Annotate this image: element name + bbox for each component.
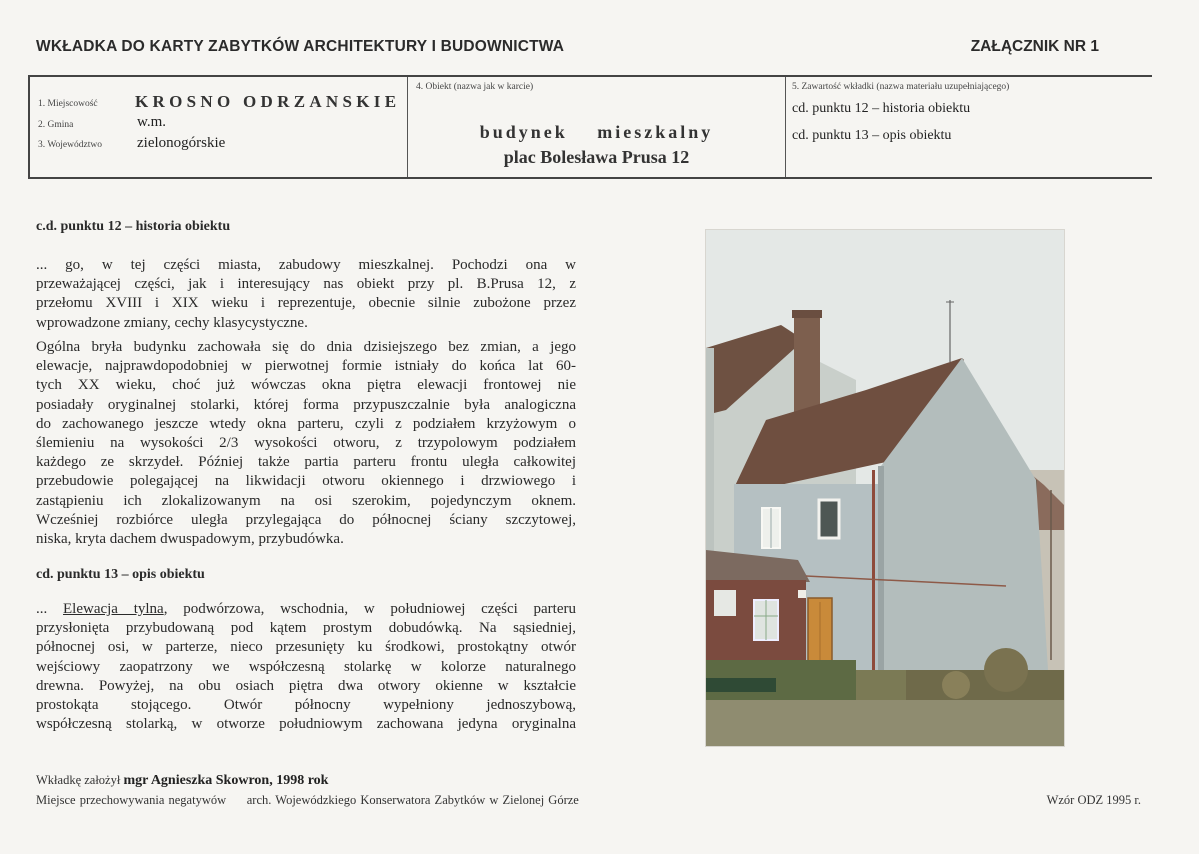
text-line: elewacje, najprawdopodobniej w pierwotnej formie istniały do końca lat 60- — [36, 358, 576, 375]
storage-line — [36, 793, 579, 808]
text-line: przysłonięta przybudowaną pod kątem prostym dobudówką. Na sąsiedniej, — [36, 620, 576, 637]
author-label: Wkładkę założył — [36, 773, 121, 787]
text-line: Ogólna bryła budynku zachowała się do dnia dzisiejszego bez zmian, a jego — [36, 339, 576, 355]
text-line: prostokąta stojącego. Otwór północny wypełniony jednoszybową, — [36, 697, 576, 714]
contents-item: cd. punktu 13 – opis obiektu — [792, 128, 952, 143]
building-photo-drawing — [706, 230, 1064, 746]
object-address: plac Bolesława Prusa 12 — [503, 147, 690, 167]
divider — [785, 77, 786, 177]
text-line: przeważającej części, jak i interesujący nas obiekt przy pl. B.Prusa 12, z — [36, 276, 576, 293]
underlined-term: Elewacja tylna — [63, 601, 164, 617]
text-line: wejściowy zaopatrzony we współczesną stolarkę w kolorze naturalnego — [36, 658, 576, 675]
contents-item: cd. punktu 12 – historia obiektu — [792, 101, 971, 116]
text-line: przełomu XVIII i XIX wieku i reprezentuje, obecnie silnie zubożone przez — [36, 295, 576, 312]
text-line: każdego ze skrzydeł. Później także partia parteru frontu uległa całkowitej — [36, 454, 576, 471]
section-12-heading: c.d. punktu 12 – historia obiektu — [36, 219, 231, 234]
contents-label: 5. Zawartość wkładki (nazwa materiału uzupełniającego) — [792, 82, 1010, 92]
attachment-number: ZAŁĄCZNIK NR 1 — [970, 38, 1099, 55]
text-line — [36, 600, 576, 619]
form-template-id: Wzór ODZ 1995 r. — [1046, 793, 1141, 807]
author-name: mgr Agnieszka Skowron, 1998 rok — [123, 773, 329, 788]
text-line: ślemieniu na wysokości 2/3 wysokości otworu, z trzypolowym podziałem — [36, 435, 576, 452]
building-photo — [705, 229, 1065, 747]
text-line: północnej osi, w parterze, nieco przesunięty ku środkowi, prostokątny otwór — [36, 639, 576, 656]
text-line: współczesną stolarką, w otworze południowym zachowana jedyna oryginalna — [36, 716, 576, 733]
object-name: budynek mieszkalny — [479, 122, 714, 142]
text-line: zastąpieniu ich zlokalizowanym na osi szerokim, pojedynczym oknem. — [36, 492, 576, 509]
storage-value: arch. Wojewódzkiego Konserwatora Zabytków w Zielonej Górze — [246, 793, 579, 807]
object-label: 4. Obiekt (nazwa jak w karcie) — [416, 82, 534, 92]
storage-label: Miejsce przechowywania negatywów — [36, 793, 227, 807]
text-line: wprowadzone zmiany, cechy klasycystyczne. — [36, 314, 308, 331]
ellipsis: ... — [36, 601, 63, 617]
miejscowosc-value: KROSNO ODRZANSKIE — [135, 92, 401, 111]
history-paragraph-1 — [36, 256, 576, 333]
form-title: WKŁADKA DO KARTY ZABYTKÓW ARCHITEKTURY I BUDOWNICTWA — [36, 38, 565, 55]
gmina-value: w.m. — [137, 114, 167, 130]
history-paragraph-2 — [36, 338, 576, 549]
author-line — [36, 773, 328, 789]
text-line: Wcześniej rozbiórce uległa przylegająca do północnej ściany szczytowej, — [36, 511, 576, 528]
text-line: tych XX wieku, choć już wówczas okna piętra elewacji frontowej nie — [36, 377, 576, 394]
text-fragment: , podwórzowa, wschodnia, w południowej części parteru — [163, 601, 576, 617]
text-line: ... go, w tej części miasta, zabudowy mieszkalnej. Pochodzi ona w — [36, 257, 576, 273]
gmina-label: 2. Gmina — [38, 120, 74, 130]
text-line: przebudowie polegającej na likwidacji otworu okiennego i drzwiowego i — [36, 473, 576, 490]
header-table — [28, 75, 1152, 179]
wojewodztwo-value: zielonogórskie — [137, 135, 226, 151]
miejscowosc-label: 1. Miejscowość — [38, 99, 98, 109]
section-13-heading: cd. punktu 13 – opis obiektu — [36, 567, 205, 582]
text-line: drewna. Powyżej, na obu osiach piętra dwa otwory okienne w kształcie — [36, 677, 576, 694]
text-line: niska, kryta dachem dwuspadowym, przybudówka. — [36, 531, 344, 548]
text-line: posiadały oryginalnej stolarki, której forma przypuszczalnie była analogiczna — [36, 396, 576, 413]
text-line: do zachowanego jeszcze wtedy okna parteru, czyli z podziałem krzyżowym o — [36, 415, 576, 432]
description-paragraph — [36, 600, 576, 740]
wojewodztwo-label: 3. Województwo — [38, 140, 102, 150]
